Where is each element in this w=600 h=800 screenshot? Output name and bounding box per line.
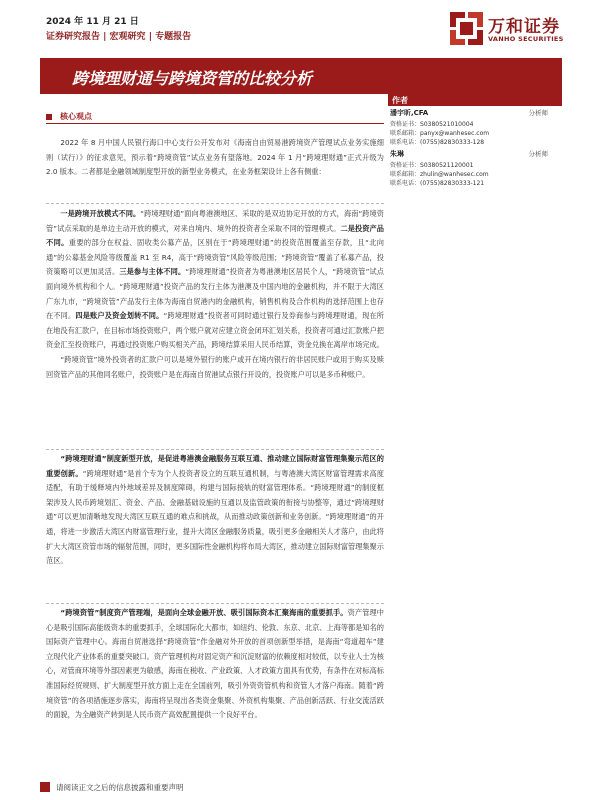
section-one [46, 207, 384, 382]
s2-lead: “跨境理财通”制度新型开放，是促进粤港澳金融服务互联互通、推动建立国际财富管理集聚示范区的重要创新。 [46, 454, 384, 478]
analyst-card [388, 108, 562, 147]
logo-name-en: VANHO SECURITIES [488, 35, 564, 43]
author-label: 作者 [392, 96, 408, 105]
analyst-card [388, 149, 562, 188]
title-banner [40, 58, 562, 94]
section-divider [46, 203, 384, 204]
s1-text-c: “跨境理财通”投资者为粤港澳地区居民个人，“跨境资管”试点面向境外机构和个人。“跨境理财通”投资产品的发行主体为港澳及中国内地的金融机构，并不限于大湾区广东九市，“跨境资管”产品发行主体为海南自贸港内的金融机构，销售机构及合作机构的选择范围上也存在不同。 [46, 267, 384, 321]
s3-text: 资产管理中心是吸引国际高能级资本的重要抓手，全球国际化大都市，如纽约、伦敦、东京、北京、上海等都是知名的国际资产管理中心。海南自贸港选择“跨境资管”作金融对外开放的首项创新型举措，是海南“弯道超车”建立现代化产业体系的重要突破口。资产管理机构对固定资产和沉淀财富的依赖度相对较低，以专业人士为核心，对管商环境等外部因素更为敏感，海南在税收、产业政策、人才政策方面具有优势，有条件在对标高标准国际经贸规则、扩大制度型开放方面上走在全国前列，吸引外资资管机构和资管人才落户海南。随着“跨境资管”的各项措施逐步落实，海南将呈现出各类资金集聚、外资机构集聚、产品创新活跃、行业交流活跃的面貌，为全融资产转到是人民币资产高效配置提供一个良好平台。 [46, 608, 384, 720]
analyst-title: 分析师 [528, 109, 548, 117]
analyst-cert: S0380521120001 [420, 162, 474, 169]
core-view-label: 核心观点 [60, 112, 92, 121]
section-two [46, 452, 384, 569]
section-three [46, 606, 384, 723]
s1-b-lead: 二是投资产品不同。 [46, 223, 384, 248]
s1-text-a: “跨境理财通”面向粤港澳地区、采取的是双边协定开放的方式，海南“跨境资管”试点采取的是单边主动开放的模式，对来自境内、境外的投资者全采取不同的管理模式。 [46, 209, 384, 233]
intro-block [46, 136, 384, 180]
analyst-email-row: 联系邮箱：panyx@wanhesec.com [390, 130, 490, 137]
analyst-name: 潘宇昕,CFA [390, 109, 429, 117]
footer [40, 780, 562, 794]
analyst-phone: (0755)82830333-121 [420, 180, 485, 187]
s3-lead: “跨境资管”制度资产管理端，是面向全球金融开放、吸引国际资本汇聚海南的重要抓手。 [60, 608, 348, 617]
section-two-para [46, 452, 384, 569]
section-divider [46, 603, 384, 604]
page-title: 跨境理财通与跨境资管的比较分析 [72, 69, 313, 88]
company-logo [450, 10, 564, 52]
heading-square-icon [46, 114, 52, 120]
analyst-phone-row: 联系电话：(0755)82830333-121 [390, 180, 485, 187]
analyst-phone-row: 联系电话：(0755)82830333-128 [390, 139, 485, 146]
analyst-cert: S0380521010004 [420, 121, 474, 128]
s1-lead: 一是跨境开放模式不同。 [60, 209, 141, 218]
section-divider [46, 449, 384, 450]
logo-mark-icon [450, 12, 484, 46]
analyst-cert-row: 资格证书：S0380521120001 [390, 162, 474, 169]
s1-text-d: “跨境理财通”投资者可同时通过银行及券商参与跨境理财通，现在所在地没有汇款户，在目标市场投资账户，两个账户就对应建立资金闭环汇划关系，投资者可通过汇款账户把资金汇至投资账户，再通过投资账户购买相关产品，跨境结算采用人民币结算，资金兑换在离岸市场完成。 [46, 311, 384, 350]
s1-text-b: 重要的部分在权益、固收类公募产品，区别在于“跨境理财通”的投资范围覆盖至存款，且“北向通”的公募基金风险等级覆盖 R1 至 R4，高于“跨境资管”风险等级范围；“跨境资管”覆盖了私募产品，投资策略可以更加灵活。 [46, 238, 384, 277]
footer-block-icon [40, 782, 50, 792]
analyst-email[interactable]: panyx@wanhesec.com [420, 130, 490, 137]
report-category: 证券研究报告 | 宏观研究 | 专题报告 [46, 32, 192, 42]
report-date: 2024 年 11 月 21 日 [46, 17, 139, 27]
author-heading [388, 94, 562, 106]
section-one-para-a [46, 207, 384, 353]
analyst-cert-row: 资格证书：S0380521010004 [390, 121, 474, 128]
core-view-heading [46, 111, 384, 124]
intro-paragraph: 2022 年 8 月中国人民银行海口中心支行公开发布对《海南自由贸易港跨境资产管理试点业务实施细则（试行）》的征求意见，预示着“跨境资管”试点业务有望落地。2024 年 1 月“跨境理财通”正式升级为 2.0 版本。二者都是金融领域制度型开放的新型业务模式，在业务框架设计上各有侧重： [46, 138, 384, 177]
s1-d-lead: 四是账户及资金划转不同。 [75, 311, 164, 321]
logo-name-cn: 万和证券 [488, 17, 560, 37]
analyst-title: 分析师 [528, 150, 548, 158]
analyst-phone: (0755)82830333-128 [420, 139, 485, 146]
analyst-email-row: 联系邮箱：zhulin@wanhesec.com [390, 171, 489, 178]
analyst-name: 朱琳 [390, 150, 404, 158]
analyst-email[interactable]: zhulin@wanhesec.com [420, 171, 489, 178]
s1-c-lead: 三是参与主体不同。 [119, 267, 186, 277]
section-three-para [46, 606, 384, 723]
section-one-para-e: “跨境资管”境外投资者的汇款户可以是境外银行的账户或开在境内银行的非居民账户或用于购买及赎回资管产品的其他同名账户，投资账户是在海南自贸港试点银行开设的，投资账户可以是多币种账户。 [46, 354, 384, 379]
s2-text: “跨境理财通”是首个专为个人投资者设立的互联互通机制，与粤港澳大湾区财富管理需求高度适配，有助于缓释境内外地域差异及制度障碍，构建与国际接轨的财富管理体系。“跨境理财通”的制度框架涉及人民币跨境划汇、资金、产品、金融基础设施的互通以及监管政策的衔接与协整等，通过“跨境理财通”可以更加清晰地发现大湾区互联互通的难点和挑战，从而推动政策创新和业务创新。“跨境理财通”的开通，将进一步激活大湾区内财富管理行业，提升大湾区金融服务质量，吸引更多金融相关人才落户，由此将扩大大湾区资管市场的辐射范围，同时，更多国际性金融机构将布局大湾区，推动建立国际财富管理集聚示范区。 [46, 468, 384, 566]
footer-disclaimer[interactable]: 请阅读正文之后的信息披露和重要声明 [56, 783, 184, 792]
author-panel [388, 94, 562, 188]
